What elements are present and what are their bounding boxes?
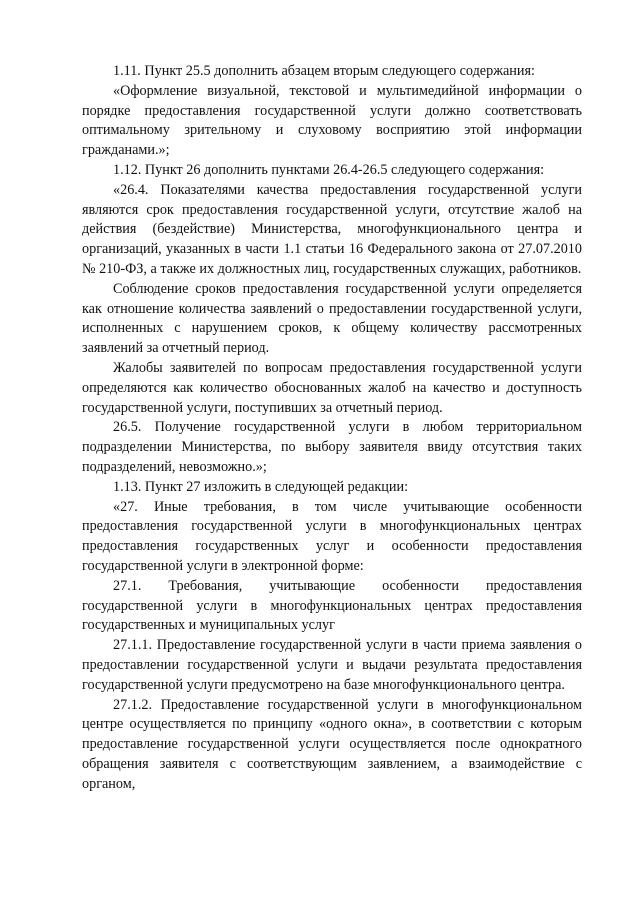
paragraph-1-12: 1.12. Пункт 26 дополнить пунктами 26.4-26.5 следующего содержания: [113,161,545,178]
paragraph-26-5: 26.5. Получение государственной услуги в любом территориальном подразделении Министерства, по выбору заявителя ввиду отсутствия таких подразделений, невозможно.»; [82,419,582,475]
paragraph-quote-25-5: «Оформление визуальной, текстовой и мультимедийной информации о порядке предоставления государственной услуги должно соответствовать оптимальному зрительному и слуховому восприятию этой информации гражданами.»; [82,82,582,159]
paragraph-27-1: 27.1. Требования, учитывающие особенности предоставления государственной услуги в многофункциональных центрах предоставления государственных и муниципальных услуг [82,577,582,634]
paragraph-27-1-1: 27.1.1. Предоставление государственной услуги в части приема заявления о предоставлении государственной услуги и выдачи результата предоставления государственной услуги предусмотрено на базе многофункционального центра. [82,637,582,693]
paragraph-27: «27. Иные требования, в том числе учитывающие особенности предоставления государственной услуги в многофункциональных центрах предоставления государственных услуг и особенности предоставления государственной услуги в электронной форме: [82,498,582,574]
paragraph-deadlines: Соблюдение сроков предоставления государственной услуги определяется как отношение количества заявлений о предоставлении государственной услуги, исполненных с нарушением сроков, к общему количеству рассмотренных заявлений за отчетный период. [82,280,582,357]
paragraph-26-4: «26.4. Показателями качества предоставления государственной услуги являются срок предоставления государственной услуги, отсутствие жалоб на действия (бездействие) Министерства, многофункционального центра и организаций, указанных в части 1.1 статьи 16 Федерального закона от 27.07.2010 № 210-ФЗ, а также их должностных лиц, государственных служащих, работников. [82,181,582,277]
paragraph-27-1-2: 27.1.2. Предоставление государственной услуги в многофункциональном центре осуществляется по принципу «одного окна», в соответствии с которым предоставление государственной услуги осуществляется после однократного обращения заявителя с соответствующим заявлением, а взаимодействие с органом, [82,696,582,792]
document-page [82,62,582,794]
paragraph-1-13: 1.13. Пункт 27 изложить в следующей редакции: [113,478,409,495]
paragraph-1-11: 1.11. Пункт 25.5 дополнить абзацем вторым следующего содержания: [113,63,535,79]
paragraph-complaints: Жалобы заявителей по вопросам предоставления государственной услуги определяются как количество обоснованных жалоб на качество и доступность государственной услуги, поступивших за отчетный период. [82,359,582,416]
